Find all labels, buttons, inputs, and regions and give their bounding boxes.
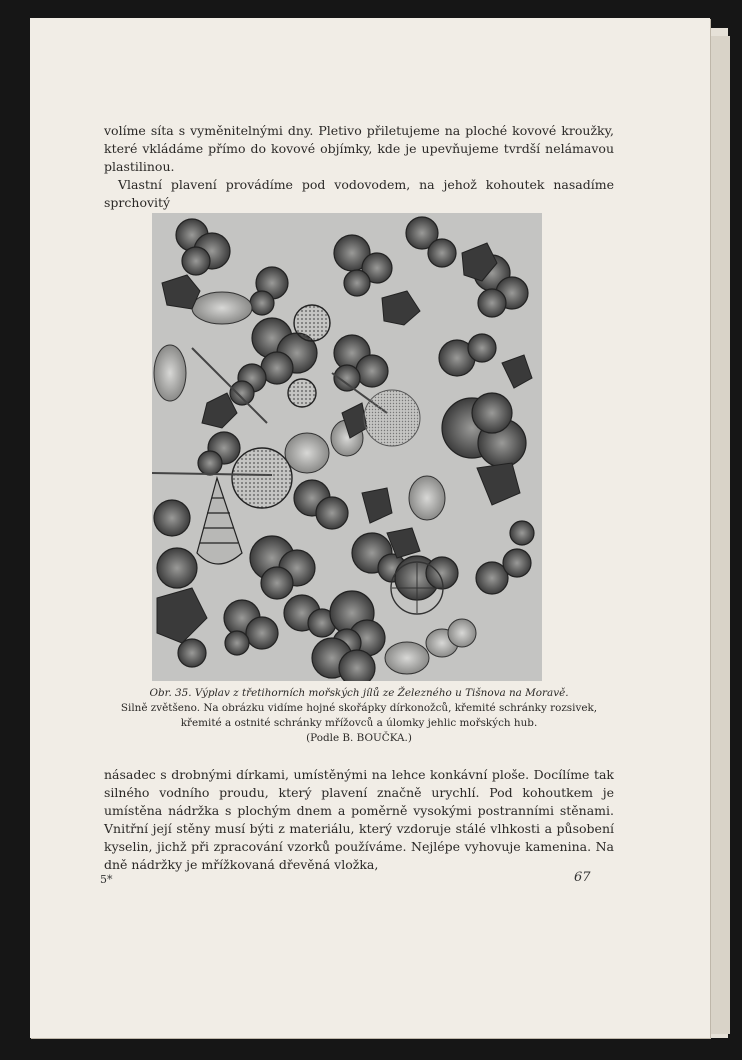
figure-caption: [104, 686, 614, 746]
page-number: 67: [574, 870, 591, 885]
paragraph-3: násadec s drobnými dírkami, umístěnými na lehce konkávní ploše. Docílíme tak silného vodního proudu, který plavení značně urychlí. Pod kohoutkem je umístěna nádržka s plochým dnem a poměrně vysokými postranními stěnami. Vnitřní její stěny musí býti z materiálu, který vzdoruje stálé vlhkosti a působení kyselin, jichž při zpracování vzorků používáme. Nejlépe vyhovuje kamenina. Na dně nádržky je mřížkovaná dřevěná vložka,: [104, 767, 614, 872]
book-page: [30, 18, 710, 1038]
caption-lead: Obr. 35. Výplav z třetihorních mořských jílů ze Železného u Tišnova na Moravě.: [149, 687, 569, 699]
caption-body: Silně zvětšeno. Na obrázku vidíme hojné skořápky dírkonožců, křemité schránky rozsivek, křemité a ostnité schránky mřížovců a úlomky jehlic mořských hub.: [120, 702, 598, 729]
paragraph-2: Vlastní plavení provádíme pod vodovodem, na jehož kohoutek nasadíme sprchovitý: [104, 177, 614, 210]
caption-credit: (Podle B. BOUČKA.): [306, 732, 412, 744]
micrograph-illustration: [152, 213, 542, 681]
bottom-text: [104, 766, 614, 874]
paragraph-1: volíme síta s vyměnitelnými dny. Pletivo přiletujeme na ploché kovové kroužky, které vkládáme přímo do kovové objímky, kde je upevňujeme tvrdší nelámavou plastilinou.: [104, 123, 614, 174]
signature-mark: 5*: [100, 873, 113, 886]
figure-photo: [152, 213, 542, 681]
page-edge-back: [708, 36, 730, 1034]
top-text: [104, 122, 614, 212]
